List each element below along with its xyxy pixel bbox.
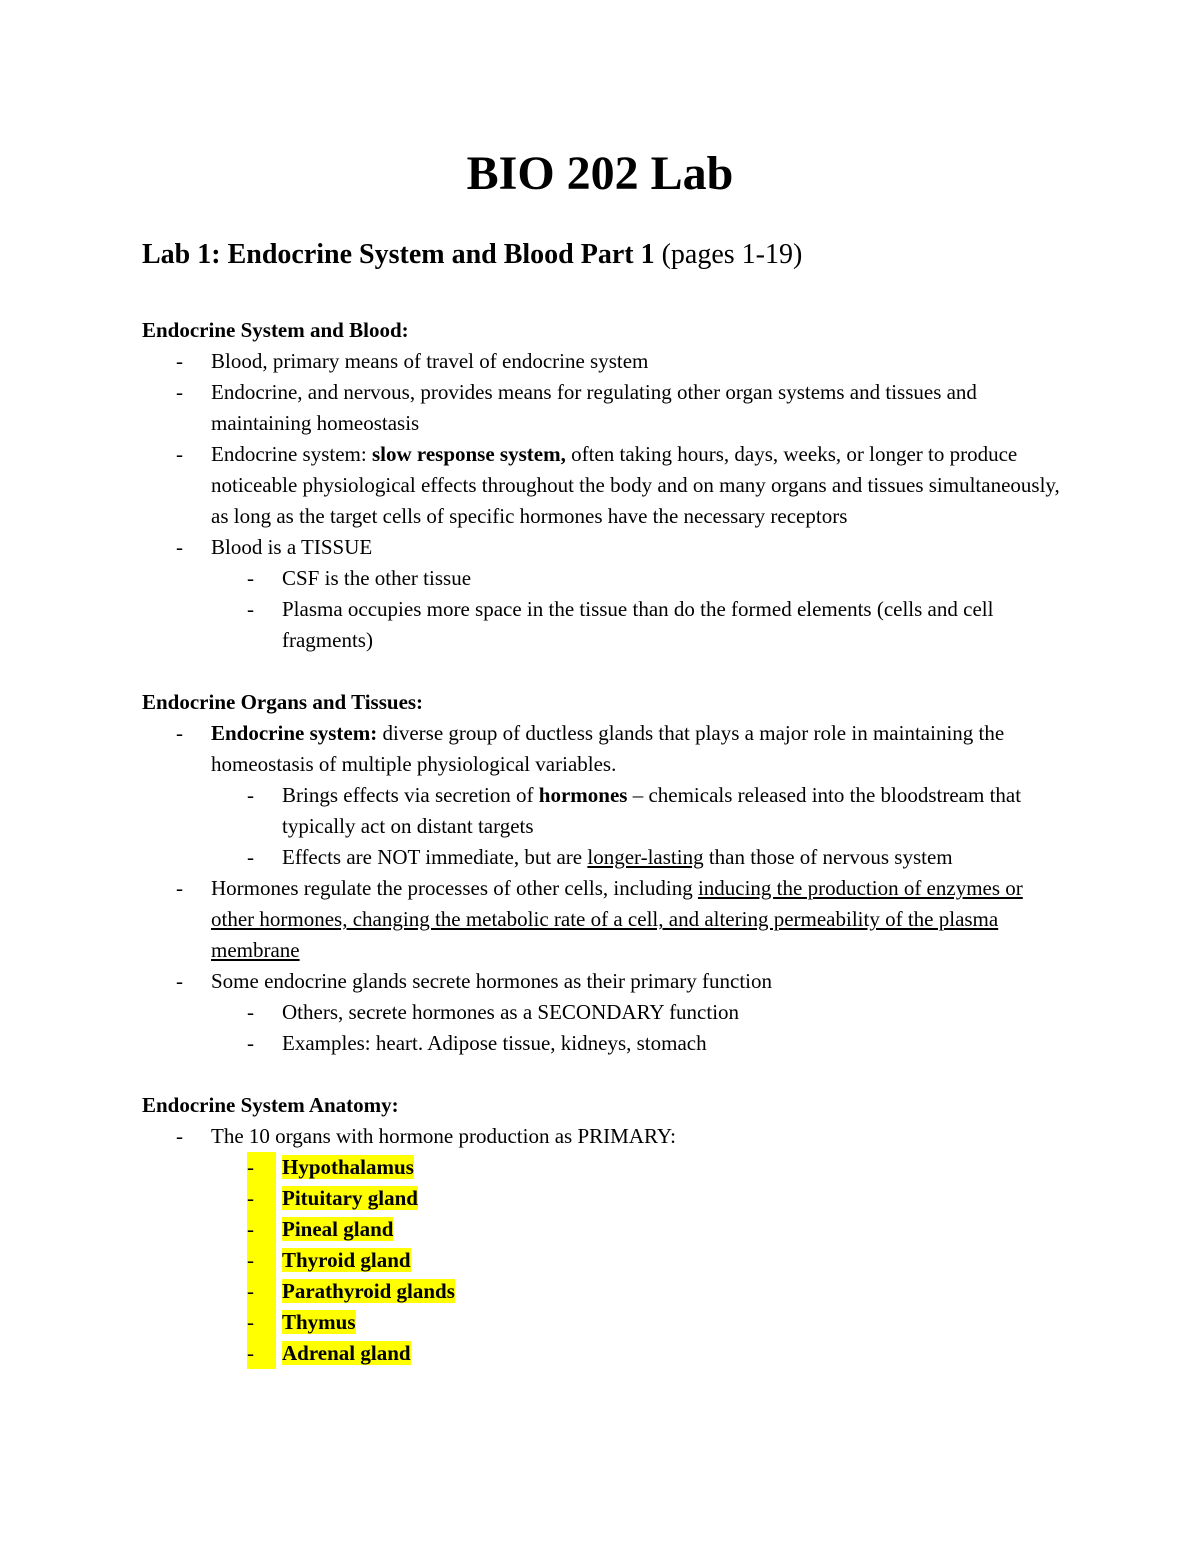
section-heading: Endocrine System Anatomy: bbox=[142, 1093, 399, 1117]
item-bold-text: Endocrine system: bbox=[211, 721, 378, 745]
highlighted-organ-item bbox=[142, 1183, 1062, 1214]
item-text: The 10 organs with hormone production as PRIMARY: bbox=[211, 1124, 676, 1148]
item-underlined-text: inducing the production of enzymes or other hormones, changing the metabolic rate of a cell, and altering permeability of the plasma membrane bbox=[211, 876, 1023, 962]
sub-list-item bbox=[142, 594, 1062, 656]
section-heading: Endocrine System and Blood: bbox=[142, 318, 409, 342]
item-text: CSF is the other tissue bbox=[282, 566, 472, 590]
bullet-dash: - bbox=[247, 597, 254, 621]
bullet-dash: - bbox=[176, 969, 183, 993]
item-text: than those of nervous system bbox=[703, 845, 953, 869]
bullet-dash: - bbox=[247, 1276, 276, 1307]
bullet-dash: - bbox=[247, 1214, 276, 1245]
organ-name: Parathyroid glands bbox=[282, 1279, 455, 1303]
organ-name: Pineal gland bbox=[282, 1217, 394, 1241]
bullet-dash: - bbox=[247, 566, 254, 590]
item-text: Effects are NOT immediate, but are bbox=[282, 845, 588, 869]
item-text: Some endocrine glands secrete hormones as their primary function bbox=[211, 969, 772, 993]
item-text: Examples: heart. Adipose tissue, kidneys, stomach bbox=[282, 1031, 707, 1055]
section-heading: Endocrine Organs and Tissues: bbox=[142, 690, 424, 714]
bullet-dash: - bbox=[247, 1245, 276, 1276]
item-text: Brings effects via secretion of bbox=[282, 783, 539, 807]
organ-name: Thymus bbox=[282, 1310, 356, 1334]
bullet-dash: - bbox=[247, 1183, 276, 1214]
item-bold-text: slow response system, bbox=[371, 442, 566, 466]
highlighted-organ-item bbox=[142, 1245, 1062, 1276]
highlighted-organ-item bbox=[142, 1214, 1062, 1245]
list-item bbox=[142, 1121, 1062, 1152]
bullet-dash: - bbox=[176, 442, 183, 466]
item-text: diverse group of ductless glands that plays a major role in maintaining the homeostasis of multiple physiological variables. bbox=[211, 721, 1005, 776]
bullet-dash: - bbox=[247, 1152, 276, 1183]
document-body bbox=[142, 315, 1062, 1400]
sub-list-item bbox=[142, 997, 1062, 1028]
sub-list-item bbox=[142, 563, 1062, 594]
bullet-dash: - bbox=[176, 876, 183, 900]
highlighted-organ-item bbox=[142, 1307, 1062, 1338]
subtitle-pages: (pages 1-19) bbox=[654, 239, 803, 270]
organ-name: Pituitary gland bbox=[282, 1186, 418, 1210]
bullet-dash: - bbox=[247, 845, 254, 869]
organ-name: Hypothalamus bbox=[282, 1155, 414, 1179]
bullet-dash: - bbox=[247, 1307, 276, 1338]
bullet-dash: - bbox=[176, 721, 183, 745]
highlighted-organ-item bbox=[142, 1152, 1062, 1183]
item-text: often taking hours, days, weeks, or longer to produce noticeable physiological effects throughout the body and on many organs and tissues simultaneously, as long as the target cells of specific hormones have the necessary receptors bbox=[211, 442, 1060, 528]
bullet-dash: - bbox=[247, 1031, 254, 1055]
sub-list-item bbox=[142, 842, 1062, 873]
list-item bbox=[142, 966, 1062, 997]
bullet-dash: - bbox=[176, 1124, 183, 1148]
list-item bbox=[142, 346, 1062, 377]
item-text: Blood, primary means of travel of endocrine system bbox=[211, 349, 649, 373]
item-text: Endocrine system: bbox=[211, 442, 372, 466]
item-underlined-text: longer-lasting bbox=[587, 845, 704, 869]
bullet-dash: - bbox=[247, 1338, 276, 1369]
highlighted-organ-item bbox=[142, 1276, 1062, 1307]
bullet-dash: - bbox=[176, 380, 183, 404]
list-item bbox=[142, 532, 1062, 563]
item-text: Hormones regulate the processes of other cells, including bbox=[211, 876, 698, 900]
item-text: Others, secrete hormones as a SECONDARY function bbox=[282, 1000, 740, 1024]
section-endocrine-system-anatomy bbox=[142, 1090, 1062, 1369]
bullet-dash: - bbox=[247, 1000, 254, 1024]
highlighted-organ-item bbox=[142, 1338, 1062, 1369]
sub-list-item bbox=[142, 1028, 1062, 1059]
item-text: Endocrine, and nervous, provides means for regulating other organ systems and tissues and maintaining homeostasis bbox=[211, 380, 977, 435]
sub-list-item bbox=[142, 780, 1062, 842]
list-item bbox=[142, 873, 1062, 966]
lab-subtitle bbox=[142, 236, 802, 274]
page-title: BIO 202 Lab bbox=[466, 147, 734, 200]
list-item bbox=[142, 439, 1062, 532]
organ-name: Adrenal gland bbox=[282, 1341, 411, 1365]
section-endocrine-system-and-blood bbox=[142, 315, 1062, 656]
item-bold-text: hormones bbox=[538, 783, 628, 807]
subtitle-bold: Lab 1: Endocrine System and Blood Part 1 bbox=[142, 239, 655, 270]
organ-name: Thyroid gland bbox=[282, 1248, 411, 1272]
item-text: Plasma occupies more space in the tissue than do the formed elements (cells and cell fragments) bbox=[282, 597, 994, 652]
item-text: – chemicals released into the bloodstream that typically act on distant targets bbox=[282, 783, 1022, 838]
list-item bbox=[142, 377, 1062, 439]
bullet-dash: - bbox=[247, 783, 254, 807]
bullet-dash: - bbox=[176, 349, 183, 373]
item-text: Blood is a TISSUE bbox=[211, 535, 373, 559]
bullet-dash: - bbox=[176, 535, 183, 559]
list-item bbox=[142, 718, 1062, 780]
section-endocrine-organs-and-tissues bbox=[142, 687, 1062, 1059]
